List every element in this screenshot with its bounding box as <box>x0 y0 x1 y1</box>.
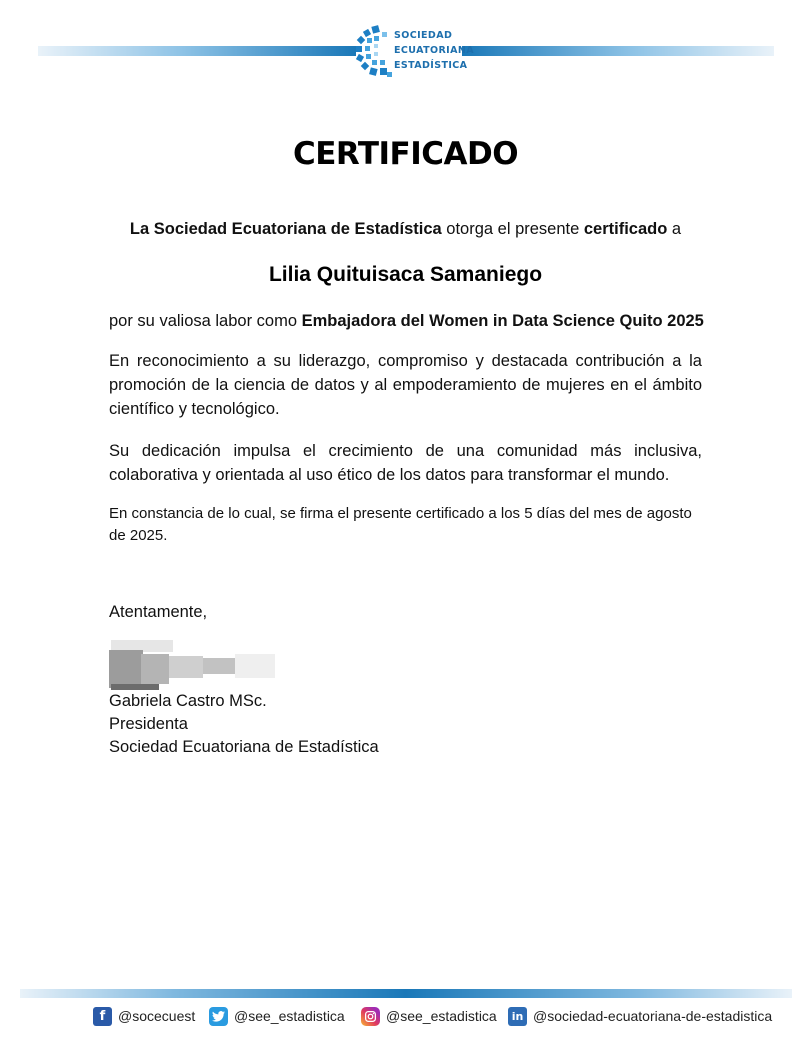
intro-line <box>0 220 811 239</box>
linkedin-handle: @sociedad-ecuatoriana-de-estadistica <box>533 1008 773 1024</box>
logo-line-2: ECUATORIANA <box>394 45 474 56</box>
signer-name: Gabriela Castro MSc. <box>109 692 267 710</box>
footer-social-links <box>0 1004 811 1030</box>
intro-end: a <box>667 220 682 238</box>
dedication-paragraph: Su dedicación impulsa el crecimiento de una comunidad más inclusiva, colaborativa y orientada al uso ético de los datos para transformar el mundo. <box>109 442 702 484</box>
signer-block <box>109 690 379 759</box>
intro-middle: otorga el presente <box>441 220 584 238</box>
role-prefix: por su valiosa labor como <box>109 312 302 330</box>
see-logo <box>354 22 474 82</box>
logo-mark-icon <box>354 22 394 82</box>
facebook-link[interactable] <box>93 1004 195 1028</box>
signer-organization: Sociedad Ecuatoriana de Estadística <box>109 738 379 756</box>
logo-line-3: ESTADÍSTICA <box>394 60 468 71</box>
logo-line-1: SOCIEDAD <box>394 30 453 41</box>
role-title: Embajadora del Women in Data Science Quito 2025 <box>301 312 704 330</box>
footer-bar <box>20 989 792 998</box>
recipient-name: Lilia Quituisaca Samaniego <box>268 263 543 286</box>
redacted-signature <box>109 640 284 692</box>
role-line <box>109 312 729 331</box>
signing-date-paragraph: En constancia de lo cual, se firma el presente certificado a los 5 días del mes de agosto de 2025. <box>109 505 692 544</box>
instagram-handle: @see_estadistica <box>386 1008 497 1024</box>
linkedin-link[interactable] <box>508 1004 772 1028</box>
twitter-link[interactable] <box>209 1004 345 1028</box>
twitter-handle: @see_estadistica <box>234 1008 345 1024</box>
linkedin-icon: in <box>508 1007 527 1026</box>
instagram-link[interactable] <box>361 1004 497 1028</box>
recognition-paragraph: En reconocimiento a su liderazgo, compromiso y destacada contribución a la promoción de la ciencia de datos y al empoderamiento de mujeres en el ámbito científico y tecnológico. <box>109 352 702 418</box>
intro-word: certificado <box>583 220 668 238</box>
certificate-title: CERTIFICADO <box>292 136 519 172</box>
intro-org: La Sociedad Ecuatoriana de Estadística <box>129 220 442 238</box>
facebook-handle: @socecuest <box>118 1008 196 1024</box>
header-bar-left <box>38 46 356 56</box>
instagram-icon <box>361 1007 380 1026</box>
twitter-icon <box>209 1007 228 1026</box>
header-bar-right <box>462 46 774 56</box>
signer-position: Presidenta <box>109 715 188 733</box>
closing-salutation: Atentamente, <box>109 603 208 621</box>
logo-wordmark <box>394 28 474 73</box>
facebook-icon: f <box>93 1007 112 1026</box>
